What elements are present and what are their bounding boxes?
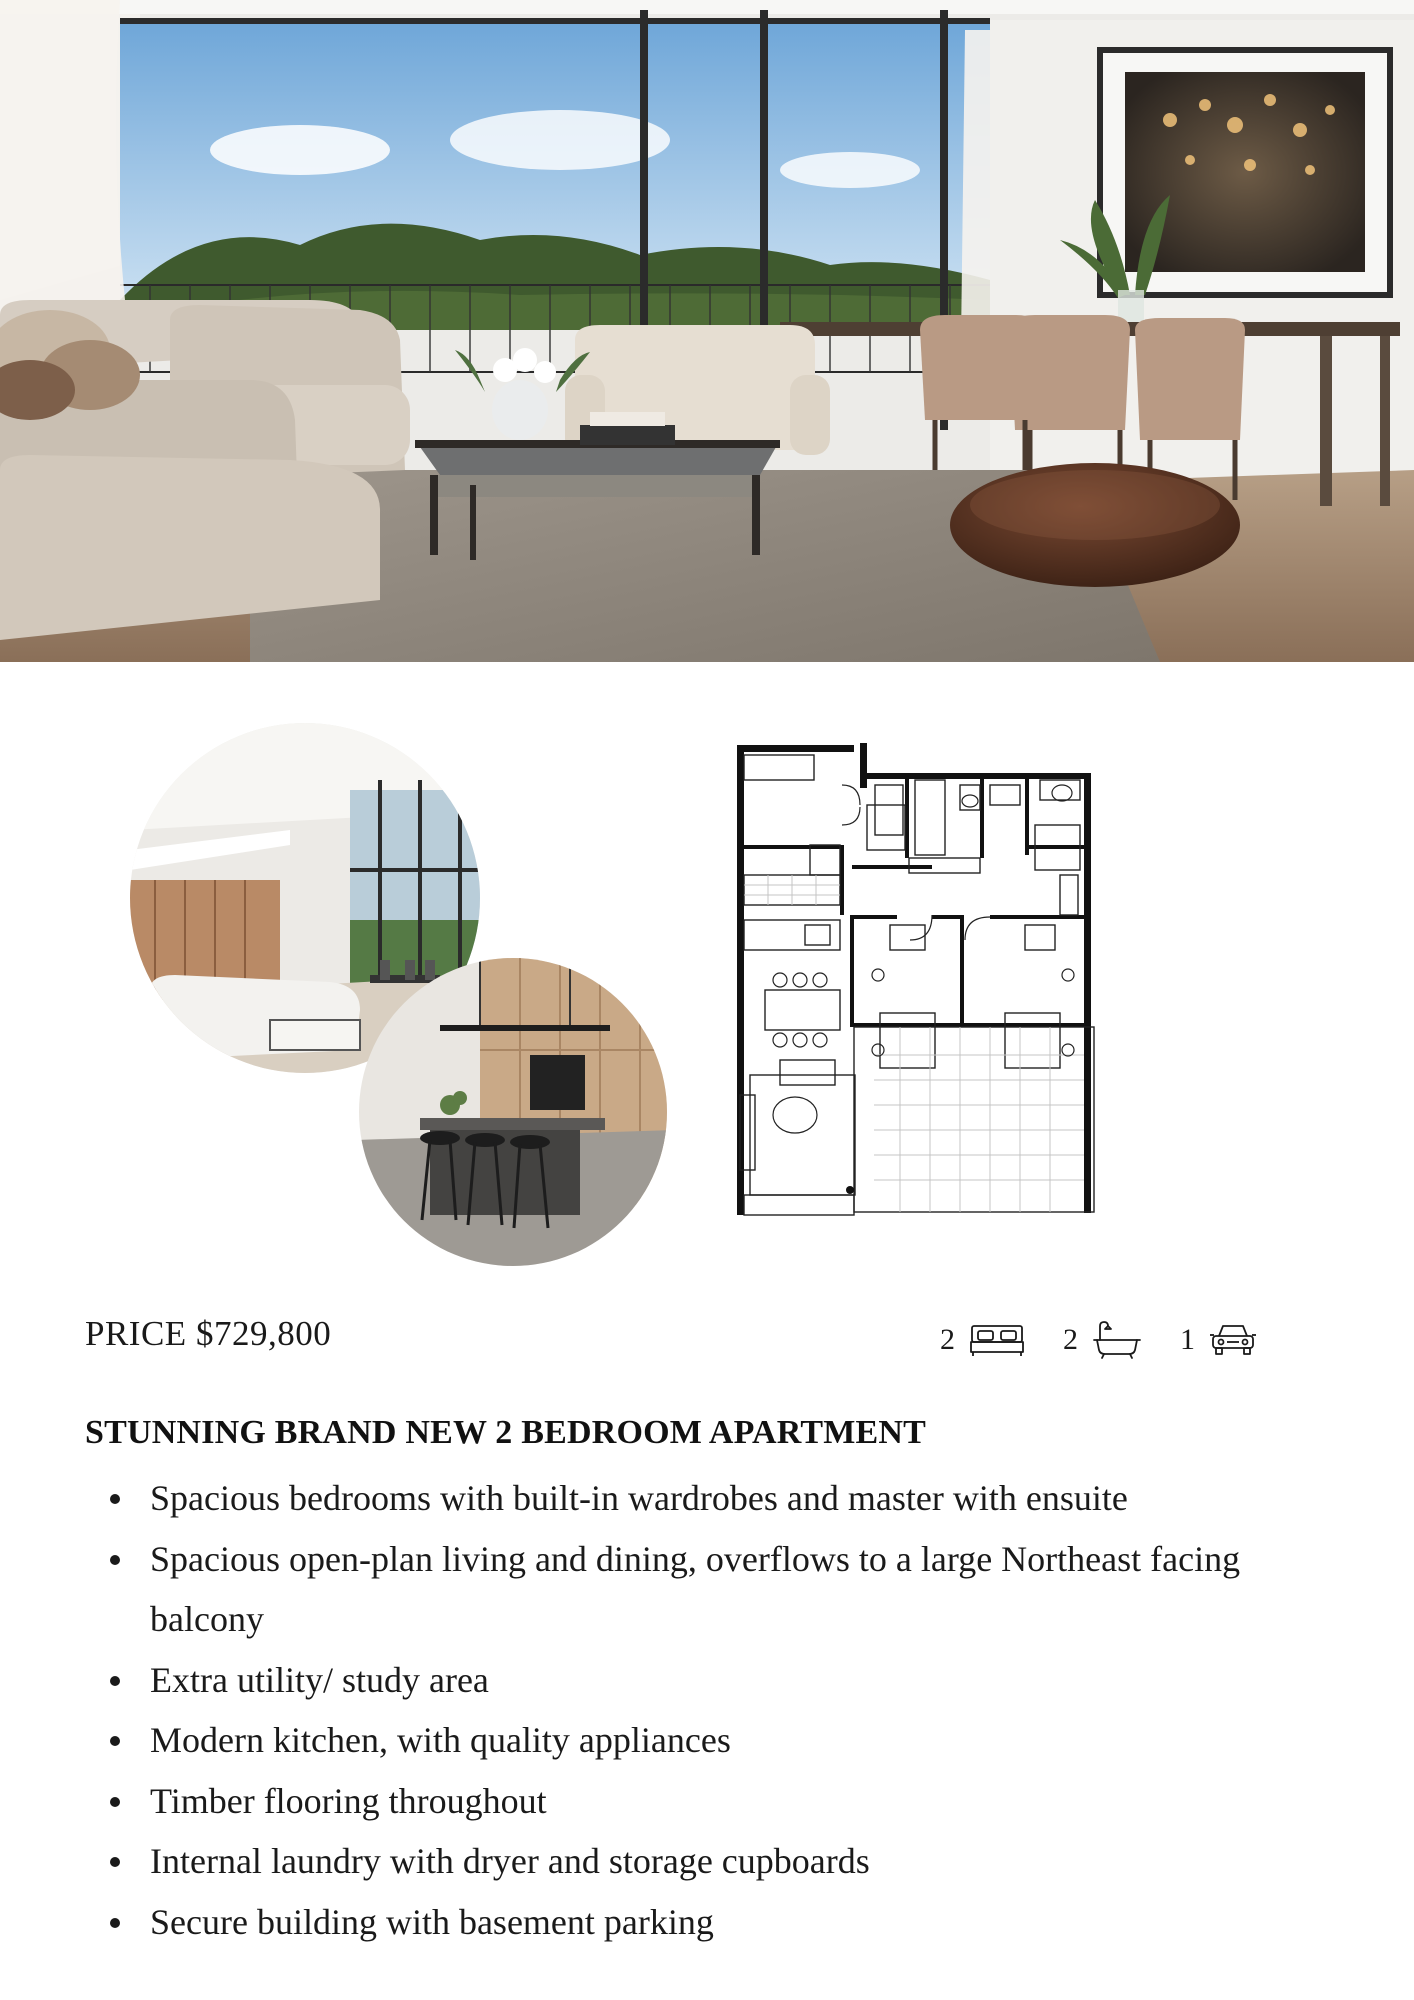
floor-plan-walls [737,743,1091,1215]
list-item: Timber flooring throughout [85,1771,1345,1832]
bedrooms-feature [940,1322,1025,1358]
parking-count: 1 [1180,1323,1195,1356]
list-item: Extra utility/ study area [85,1650,1345,1711]
list-item: Spacious bedrooms with built-in wardrobes and master with ensuite [85,1468,1345,1529]
parking-feature [1180,1322,1257,1358]
bedrooms-count: 2 [940,1323,955,1356]
floor-plan [660,735,1240,1275]
list-item: Modern kitchen, with quality appliances [85,1710,1345,1771]
hero-living-room-photo [0,0,1414,662]
bed-icon [969,1322,1025,1358]
feature-list [85,1468,1345,1952]
interior-photo-circles [130,720,690,1280]
price: PRICE $729,800 [85,1314,332,1353]
kitchen-photo [355,955,680,1280]
bath-icon [1092,1320,1142,1360]
list-item: Internal laundry with dryer and storage cupboards [85,1831,1345,1892]
list-item: Secure building with basement parking [85,1892,1345,1953]
feature-icons [940,1318,1257,1362]
list-item: Spacious open-plan living and dining, overflows to a large Northeast facing balcony [85,1529,1345,1650]
bathrooms-feature [1063,1320,1142,1360]
listing-headline: STUNNING BRAND NEW 2 BEDROOM APARTMENT [85,1414,927,1451]
bathrooms-count: 2 [1063,1323,1078,1356]
car-icon [1209,1322,1257,1358]
